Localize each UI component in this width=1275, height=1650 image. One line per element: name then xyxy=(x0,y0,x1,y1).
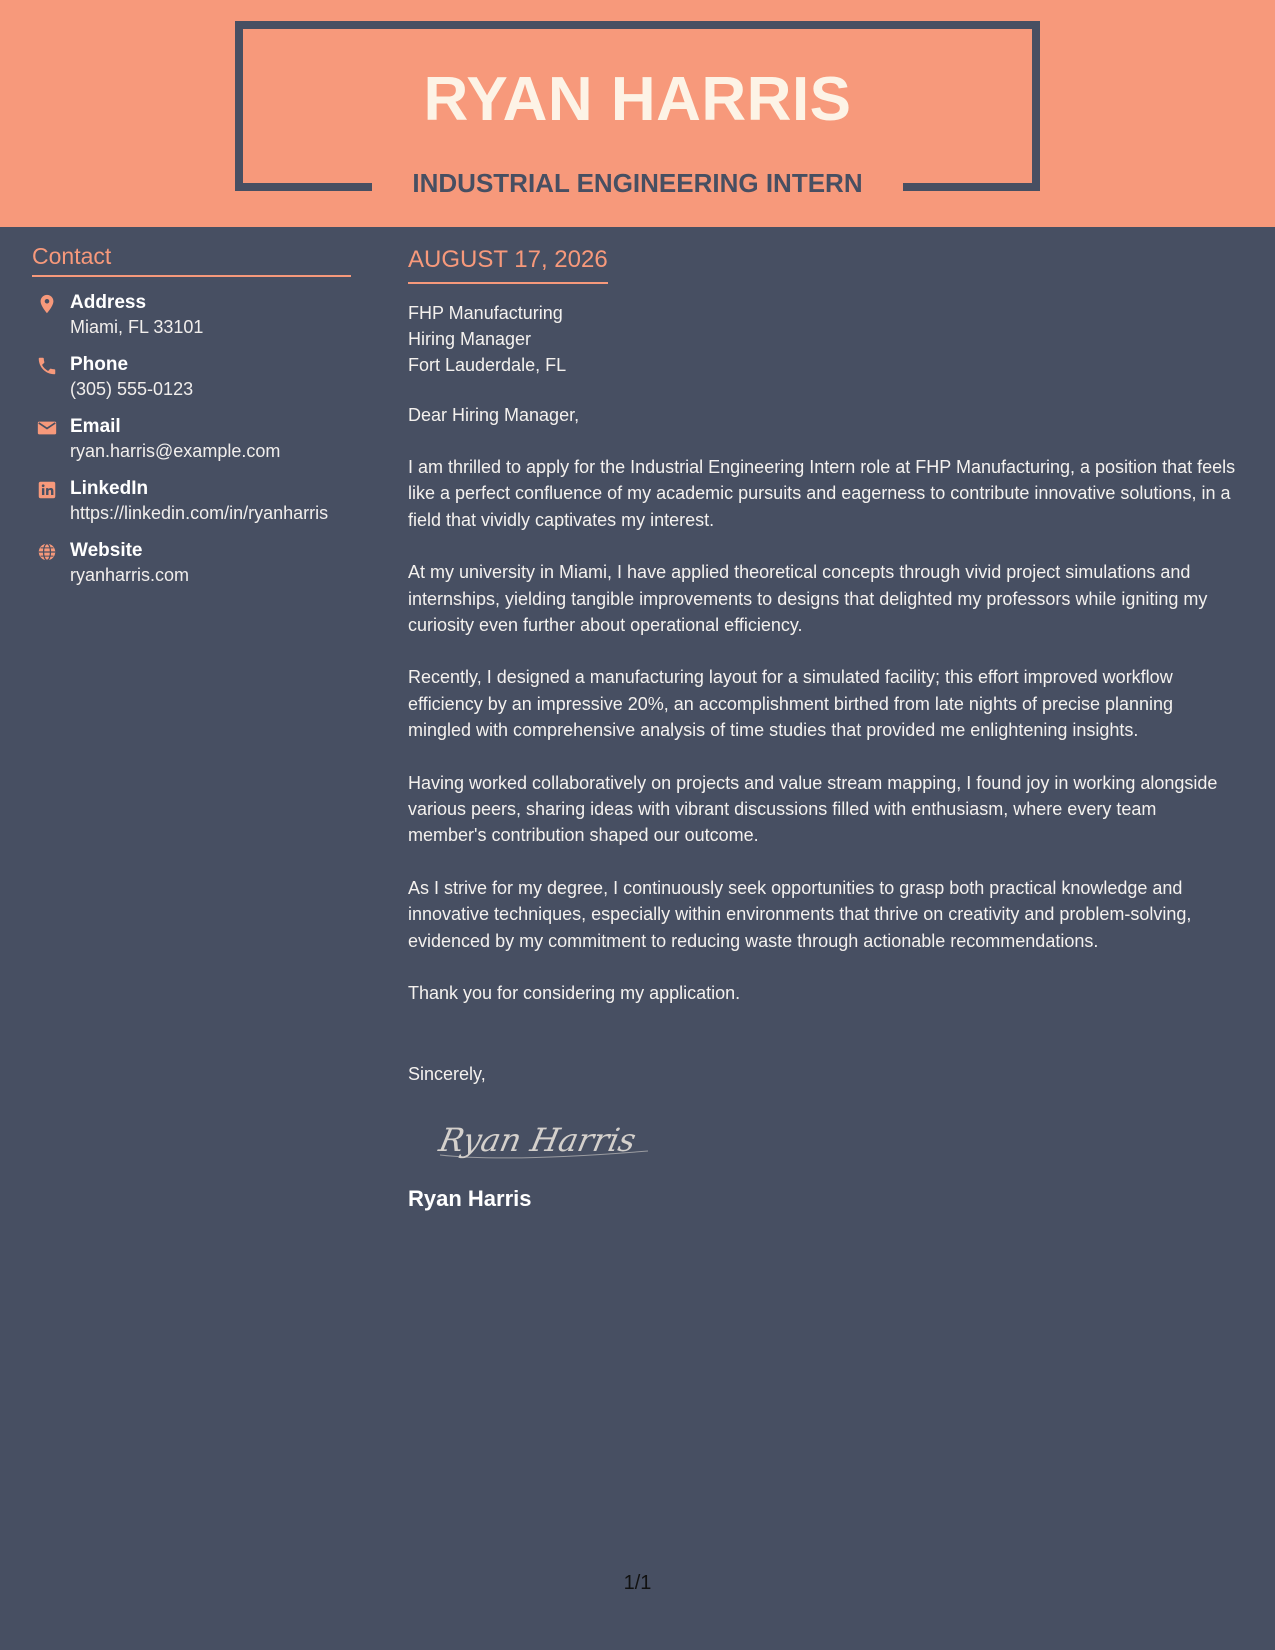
recipient-block xyxy=(408,300,1238,378)
letter-paragraph: Thank you for considering my application. xyxy=(408,983,741,1004)
letter-paragraph: Having worked collaboratively on projects and value stream mapping, I found joy in working alongside various peers, sharing ideas with vibrant discussions filled with enthusiasm, where every team member's contribution shaped our outcome. xyxy=(408,772,1218,846)
contact-heading: Contact xyxy=(32,240,351,277)
contact-label: LinkedIn xyxy=(70,478,149,499)
recipient-company: FHP Manufacturing xyxy=(408,303,563,323)
signature xyxy=(434,1111,654,1167)
contact-label: Address xyxy=(70,292,147,313)
linkedin-icon xyxy=(36,479,58,501)
map-pin-icon xyxy=(36,293,58,315)
contact-item-address xyxy=(32,290,351,339)
contact-item-website xyxy=(32,538,351,587)
contact-list xyxy=(32,290,351,587)
page-number: 1/1 xyxy=(623,1572,652,1594)
letter-body xyxy=(408,240,1238,1214)
globe-icon xyxy=(36,541,58,563)
contact-value: (305) 555-0123 xyxy=(70,379,194,399)
contact-value: ryan.harris@example.com xyxy=(70,441,281,461)
letter-paragraph: At my university in Miami, I have applied theoretical concepts through vivid project simulations and internships, yielding tangible improvements to designs that delighted my professors while igniting my curiosity even further about operational efficiency. xyxy=(408,562,1208,636)
envelope-icon xyxy=(36,417,58,439)
contact-value: https://linkedin.com/in/ryanharris xyxy=(70,503,329,523)
letter-date: AUGUST 17, 2026 xyxy=(408,240,608,284)
letter-paragraph: Recently, I designed a manufacturing layout for a simulated facility; this effort improved workflow efficiency by an impressive 20%, an accomplishment birthed from late nights of precise planning mingled with comprehensive analysis of time studies that provided me enlightening insights. xyxy=(408,667,1174,741)
recipient-title: Hiring Manager xyxy=(408,329,532,349)
contact-label: Email xyxy=(70,416,121,437)
phone-icon xyxy=(36,355,58,377)
contact-value: Miami, FL 33101 xyxy=(70,317,204,337)
contact-item-email xyxy=(32,414,351,463)
applicant-name: RYAN HARRIS xyxy=(423,65,852,134)
signer-name: Ryan Harris xyxy=(408,1185,532,1211)
closing: Sincerely, xyxy=(408,1063,486,1084)
recipient-location: Fort Lauderdale, FL xyxy=(408,355,567,375)
contact-value: ryanharris.com xyxy=(70,565,190,585)
letter-paragraph: I am thrilled to apply for the Industrial Engineering Intern role at FHP Manufacturing, a position that feels like a perfect confluence of my academic pursuits and eagerness to contribute innovative solutions, in a field that vividly captivates my interest. xyxy=(408,457,1236,530)
job-title: INDUSTRIAL ENGINEERING INTERN xyxy=(412,168,863,198)
contact-sidebar xyxy=(32,240,351,600)
letter-paragraph: As I strive for my degree, I continuously seek opportunities to grasp both practical knowledge and innovative techniques, especially within environments that thrive on creativity and problem-solving, evidenced by my commitment to reducing waste through actionable recommendations. xyxy=(408,877,1192,951)
header-banner xyxy=(0,0,1275,227)
svg-text:Ryan Harris: Ryan Harris xyxy=(435,1120,640,1159)
salutation: Dear Hiring Manager, xyxy=(408,405,580,425)
contact-item-phone xyxy=(32,352,351,401)
contact-item-linkedin xyxy=(32,476,351,525)
contact-label: Phone xyxy=(70,354,129,375)
contact-label: Website xyxy=(70,540,143,561)
